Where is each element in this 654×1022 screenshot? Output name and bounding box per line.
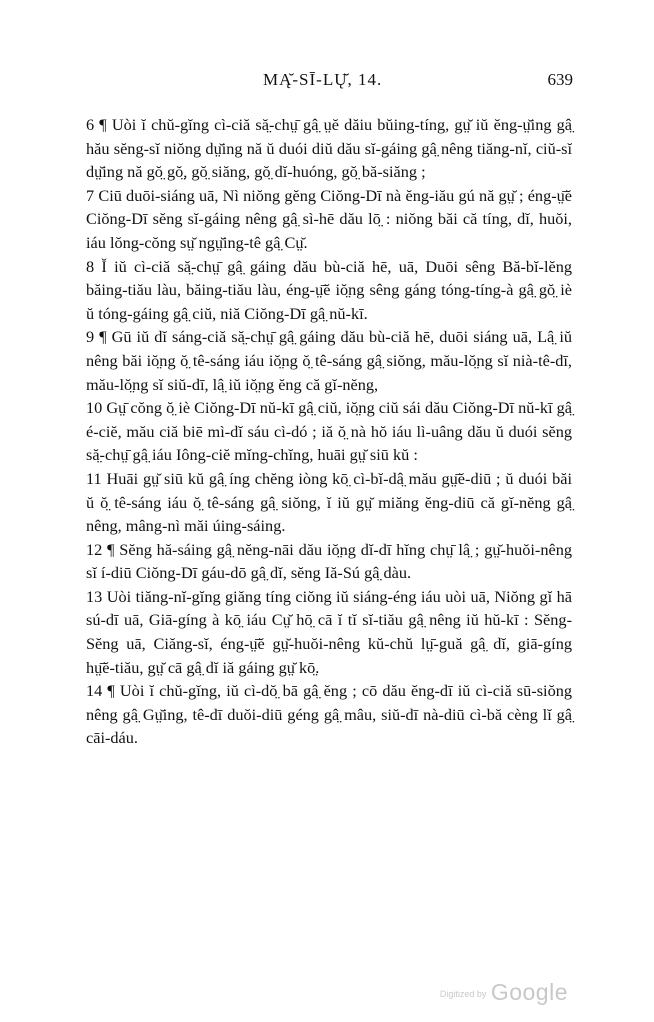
verse-13: 13 Uòi tiăng-nĭ-gĭng giăng tíng ciŏng iŭ siáng-éng iáu uòi uā, Niŏng gĭ hā sú-dī uā, Giā-gíng à kō̤ iáu Cṳ̆ hō̤ cā ĭ tĭ sĭ-tiău gâ̤ nêng iŭ hŭ-kī : Sĕng-Sĕng uā, Ciăng-sĭ, éng-ṳ̄ĕ gṳ̆-huŏi-nêng kŭ-chŭ lṳ̄-guă gâ̤ dĭ, giā-gíng hṳ̄ĕ-tiău, gṳ̆ cā gâ̤ dĭ iă gáing gṳ̆ kō̤. xyxy=(86,586,572,677)
digitized-label: Digitized by xyxy=(439,989,487,999)
running-title: MĄ̆-SĪ-LŲ̆, 14. xyxy=(263,70,383,89)
verse-11: 11 Huāi gṳ̆ siū kŭ gâ̤ íng chĕng iòng kō̤ cì-bĭ-dâ̤ mău gṳ̄ĕ-diū ; ŭ duói băi ŭ ŏ̤ tê-sáng iáu ŏ̤ tê-sáng gâ̤ siŏng, ĭ iŭ gṳ̆ miăng ĕng-diū că gĭ-nĕng gâ̤ nêng, mâng-nì măi úing-sáing. xyxy=(86,468,572,536)
digitized-watermark xyxy=(440,979,568,1006)
scripture-text xyxy=(86,113,572,750)
verse-10: 10 Gṳ̄ cŏng ŏ̤ iè Ciŏng-Dī nŭ-kī gâ̤ ciŭ, iŏ̤ng ciŭ sái dău Ciŏng-Dī nŭ-kī gâ̤ é-ciĕ, mău ciă biē mì-dĭ sáu cì-dó ; iă ŏ̤ nà hŏ iáu lì-uâng dău ŭ duói sĕng să̤-chṳ̄ gâ̤ iáu Iông-ciĕ mĭng-chĭng, huāi gṳ̆ siū kŭ : xyxy=(86,398,572,465)
verse-14: 14 ¶ Uòi ĭ chŭ-gĭng, iŭ cì-dŏ̤ bā gâ̤ ĕng ; cō dău ĕng-dī iŭ cì-ciă sū-siŏng nêng gâ̤ Gṳ̆ing, tê-dī duŏi-diū géng gâ̤ mâu, siŭ-dī nà-diū cì-bă cèng lĭ gâ̤ cāi-dáu. xyxy=(86,681,572,748)
verse-9: 9 ¶ Gū iŭ dĭ sáng-ciă să̤-chṳ̄ gâ̤ gáing dău bù-ciă hē, duōi siáng uā, Lâ̤ iŭ nêng băi iŏ̤ng ŏ̤ tê-sáng iáu iŏ̤ng ŏ̤ tê-sáng gâ̤ siŏng, mău-lŏ̤ng sĭ nià-tê-dī, mău-lŏ̤ng sĭ siŭ-dī, lâ̤ iŭ iŏ̤ng ĕng că gĭ-nĕng, xyxy=(86,327,572,394)
verse-12: 12 ¶ Sĕng hă-sáing gâ̤ nĕng-nāi dău iŏ̤ng dĭ-dī hĭng chṳ̄ lâ̤ ; gṳ̆-huŏi-nêng sĭ í-diū Ciŏng-Dī gáu-dō gâ̤ dĭ, sĕng Iă-Sú gâ̤ dàu. xyxy=(86,539,572,583)
verse-6: 6 ¶ Uòi ĭ chŭ-gĭng cì-ciă să̤-chṳ̄ gâ̤ ṳĕ dăiu bŭing-tíng, gṳ̆ iŭ ĕng-ṳ̆ing gâ̤ hău sĕng-sĭ niŏng dṳ̆ing nă ŭ duói diŭ dău sĭ-gáing gâ̤ nêng tiăng-nĭ, ciŭ-sĭ dṳ̆ing nă gŏ̤ gŏ̤, gŏ̤ siăng, gŏ̤ dĭ-huóng, gŏ̤ bă-siăng ; xyxy=(86,115,572,182)
google-logo: Google xyxy=(490,979,568,1005)
verse-8: 8 Ĭ iŭ cì-ciă să̤-chṳ̄ gâ̤ gáing dău bù-ciă hē, uā, Duōi sêng Bă-bĭ-lĕng băing-tiău làu, băing-tiău làu, éng-ṳ̄ĕ iŏ̤ng sêng gáng tóng-tíng-à gâ̤ gŏ̤ iè ŭ tóng-gáing gâ̤ ciŭ, niă Ciŏng-Dī gâ̤ nŭ-kī. xyxy=(86,256,572,323)
verse-7: 7 Ciū duōi-siáng uā, Nì niŏng gĕng Ciŏng-Dī nà ĕng-iău gú nă gṳ̆ ; éng-ṳ̄ĕ Ciŏng-Dī sĕng sĭ-gáing nêng gâ̤ sì-hē dău lō̤ : niŏng băi că tíng, dĭ, huŏi, iáu lŏng-cŏng sṳ̆ ngṳ̆ing-tê gâ̤ Cṳ̆. xyxy=(86,185,572,252)
page-header xyxy=(85,70,573,94)
page-number: 639 xyxy=(547,70,573,89)
